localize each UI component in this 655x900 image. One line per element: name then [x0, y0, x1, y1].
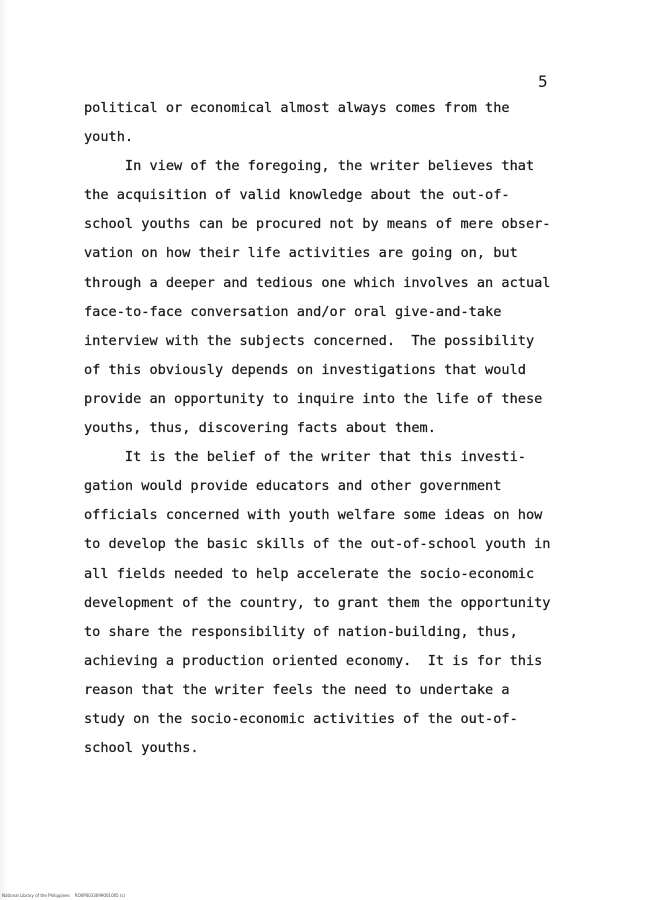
page-number: 5 [538, 72, 548, 91]
text-line: achieving a production oriented economy. It is for this [84, 652, 543, 669]
text-line: school youths can be procured not by means of mere obser- [84, 216, 551, 233]
text-line: the acquisition of valid knowledge about the out-of- [84, 187, 510, 204]
text-line: to develop the basic skills of the out-of-school youth in [84, 536, 551, 553]
text-line: development of the country, to grant them the opportunity [84, 594, 551, 611]
text-line: youths, thus, discovering facts about them. [84, 420, 436, 437]
text-line: of this obviously depends on investigations that would [84, 361, 526, 378]
text-line: study on the socio-economic activities of the out-of- [84, 710, 518, 727]
body-text [84, 94, 604, 763]
text-line: political or economical almost always comes from the [84, 100, 510, 116]
text-line: all fields needed to help accelerate the socio-economic [84, 565, 535, 582]
text-line: school youths. [84, 740, 199, 757]
text-line: face-to-face conversation and/or oral give-and-take [84, 303, 502, 320]
text-line: gation would provide educators and other government [84, 478, 502, 495]
text-line: interview with the subjects concerned. The possibility [84, 332, 535, 349]
text-line: In view of the foregoing, the writer believes that [84, 158, 535, 175]
text-line: through a deeper and tedious one which involves an actual [84, 274, 551, 291]
text-line: provide an opportunity to inquire into the life of these [84, 390, 543, 407]
text-line: officials concerned with youth welfare some ideas on how [84, 507, 543, 524]
footer-watermark: National Library of the Philippines ROXP0033099001005 (c) [2, 893, 126, 898]
scan-edge [0, 0, 8, 900]
text-line: youth. [84, 129, 134, 146]
text-line: vation on how their life activities are going on, but [84, 245, 518, 262]
text-line: It is the belief of the writer that this investi- [84, 449, 526, 466]
text-line: to share the responsibility of nation-building, thus, [84, 623, 518, 640]
text-line: reason that the writer feels the need to undertake a [84, 681, 510, 698]
